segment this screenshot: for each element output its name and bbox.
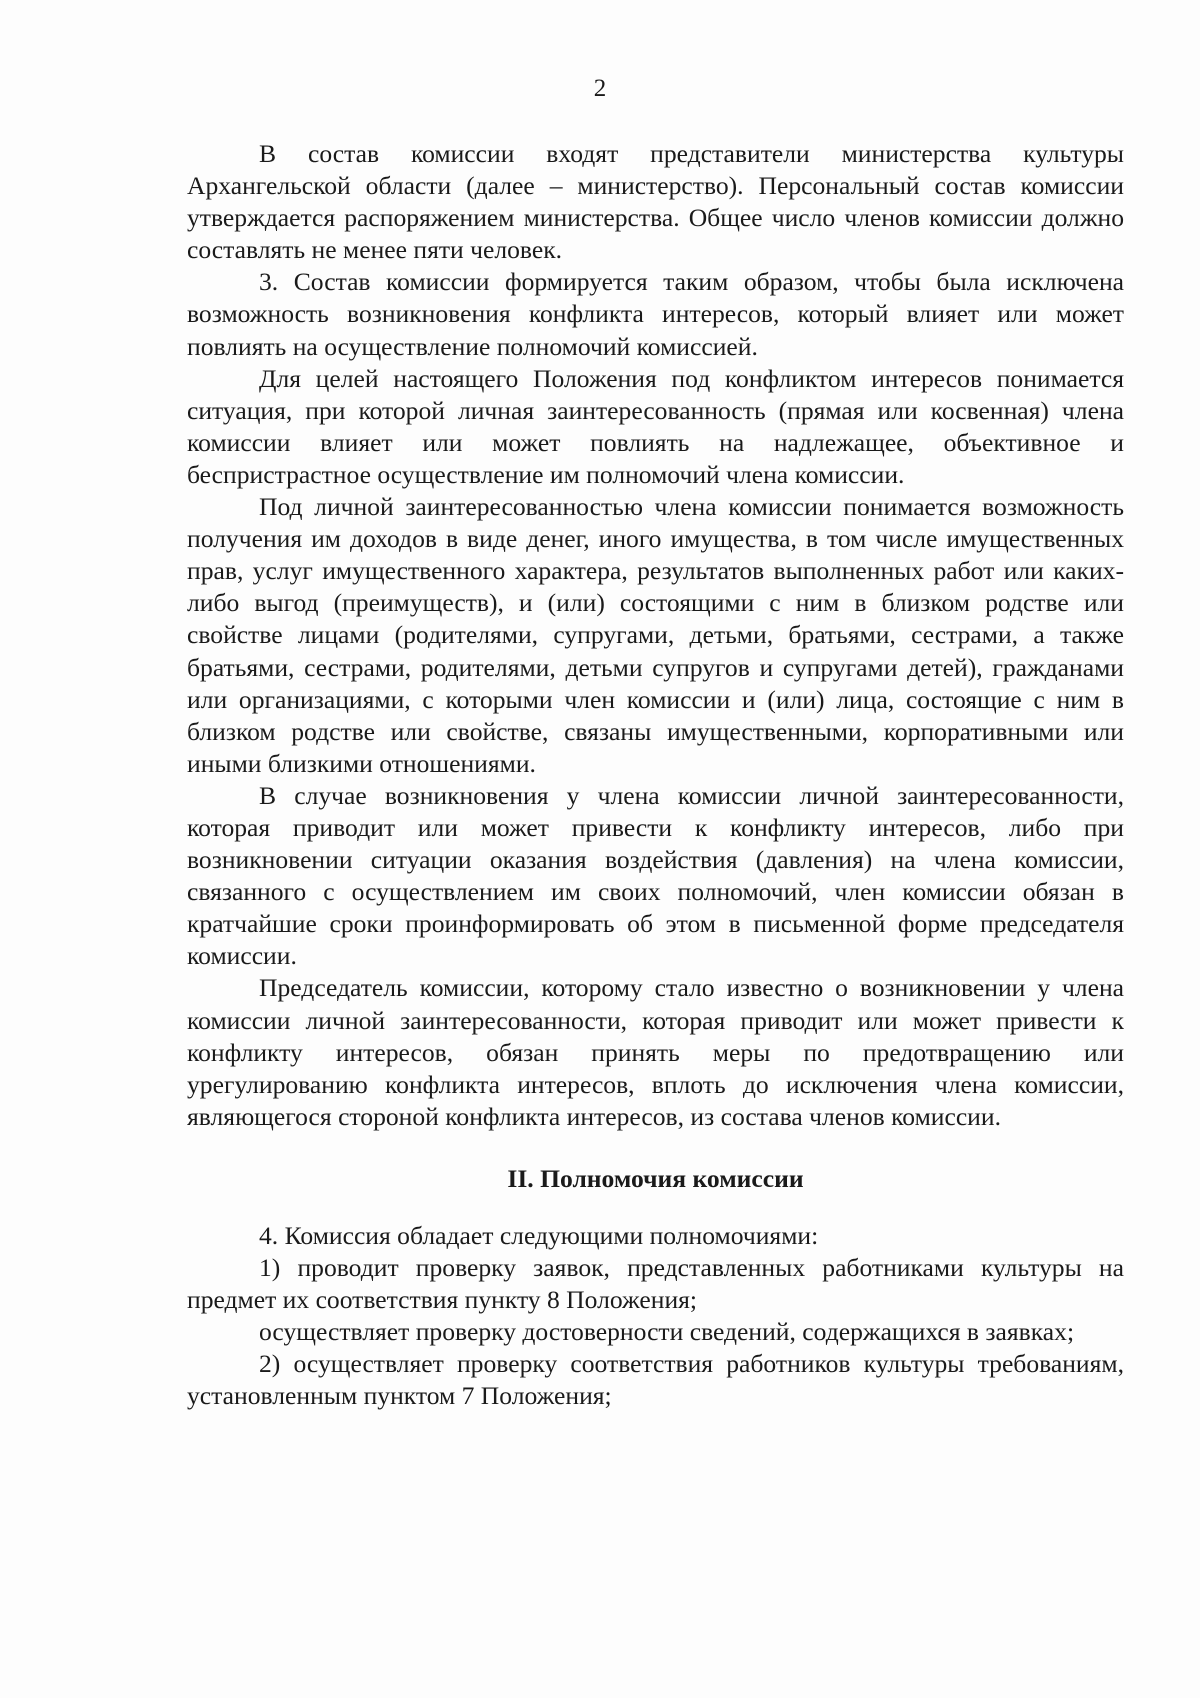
document-body <box>187 138 1124 1412</box>
paragraph-personal-interest: Под личной заинтересованностью члена комиссии понимается возможность получения им доходов в виде денег, иного имущества, в том числе имущественных прав, услуг имущественного характера, результатов выполненных работ или каких-либо выгод (преимуществ), и (или) состоящими с ним в близком родстве или свойстве лицами (родителями, супругами, детьми, братьями, сестрами, а также братьями, сестрами, родителями, детьми супругов и супругами детей), гражданами или организациями, с которыми член комиссии и (или) лица, состоящие с ним в близком родстве или свойстве, связаны имущественными, корпоративными или иными близкими отношениями. <box>187 492 1124 778</box>
paragraph-item-4: 4. Комиссия обладает следующими полномочиями: <box>259 1220 819 1250</box>
section-heading: II. Полномочия комиссии <box>507 1163 804 1193</box>
paragraph-commission-composition: В состав комиссии входят представители министерства культуры Архангельской области (далее – министерство). Персональный состав комиссии утверждается распоряжением министерства. Общее число членов комиссии должно составлять не менее пяти человек. <box>187 139 1124 265</box>
paragraph-item-3: 3. Состав комиссии формируется таким образом, чтобы была исключена возможность возникновения конфликта интересов, который влияет или может повлиять на осуществление полномочий комиссией. <box>187 267 1124 361</box>
paragraph-notification-duty: В случае возникновения у члена комиссии личной заинтересованности, которая приводит или может привести к конфликту интересов, либо при возникновении ситуации оказания воздействия (давления) на члена комиссии, связанного с осуществлением им своих полномочий, член комиссии обязан в кратчайшие сроки проинформировать об этом в письменной форме председателя комиссии. <box>187 780 1124 971</box>
paragraph-conflict-definition: Для целей настоящего Положения под конфликтом интересов понимается ситуация, при которой личная заинтересованность (прямая или косвенная) члена комиссии влияет или может повлиять на надлежащее, объективное и беспристрастное осуществление им полномочий члена комиссии. <box>187 363 1124 489</box>
paragraph-subitem-1-continued: осуществляет проверку достоверности сведений, содержащихся в заявках; <box>259 1317 1075 1347</box>
paragraph-subitem-1: 1) проводит проверку заявок, представленных работниками культуры на предмет их соответствия пункту 8 Положения; <box>187 1253 1124 1315</box>
paragraph-subitem-2: 2) осуществляет проверку соответствия работников культуры требованиям, установленным пунктом 7 Положения; <box>187 1349 1124 1411</box>
page-number: 2 <box>593 75 607 102</box>
paragraph-chairman-measures: Председатель комиссии, которому стало известно о возникновении у члена комиссии личной заинтересованности, которая приводит или может привести к конфликту интересов, обязан принять меры по предотвращению или урегулированию конфликта интересов, вплоть до исключения члена комиссии, являющегося стороной конфликта интересов, из состава членов комиссии. <box>187 973 1124 1131</box>
